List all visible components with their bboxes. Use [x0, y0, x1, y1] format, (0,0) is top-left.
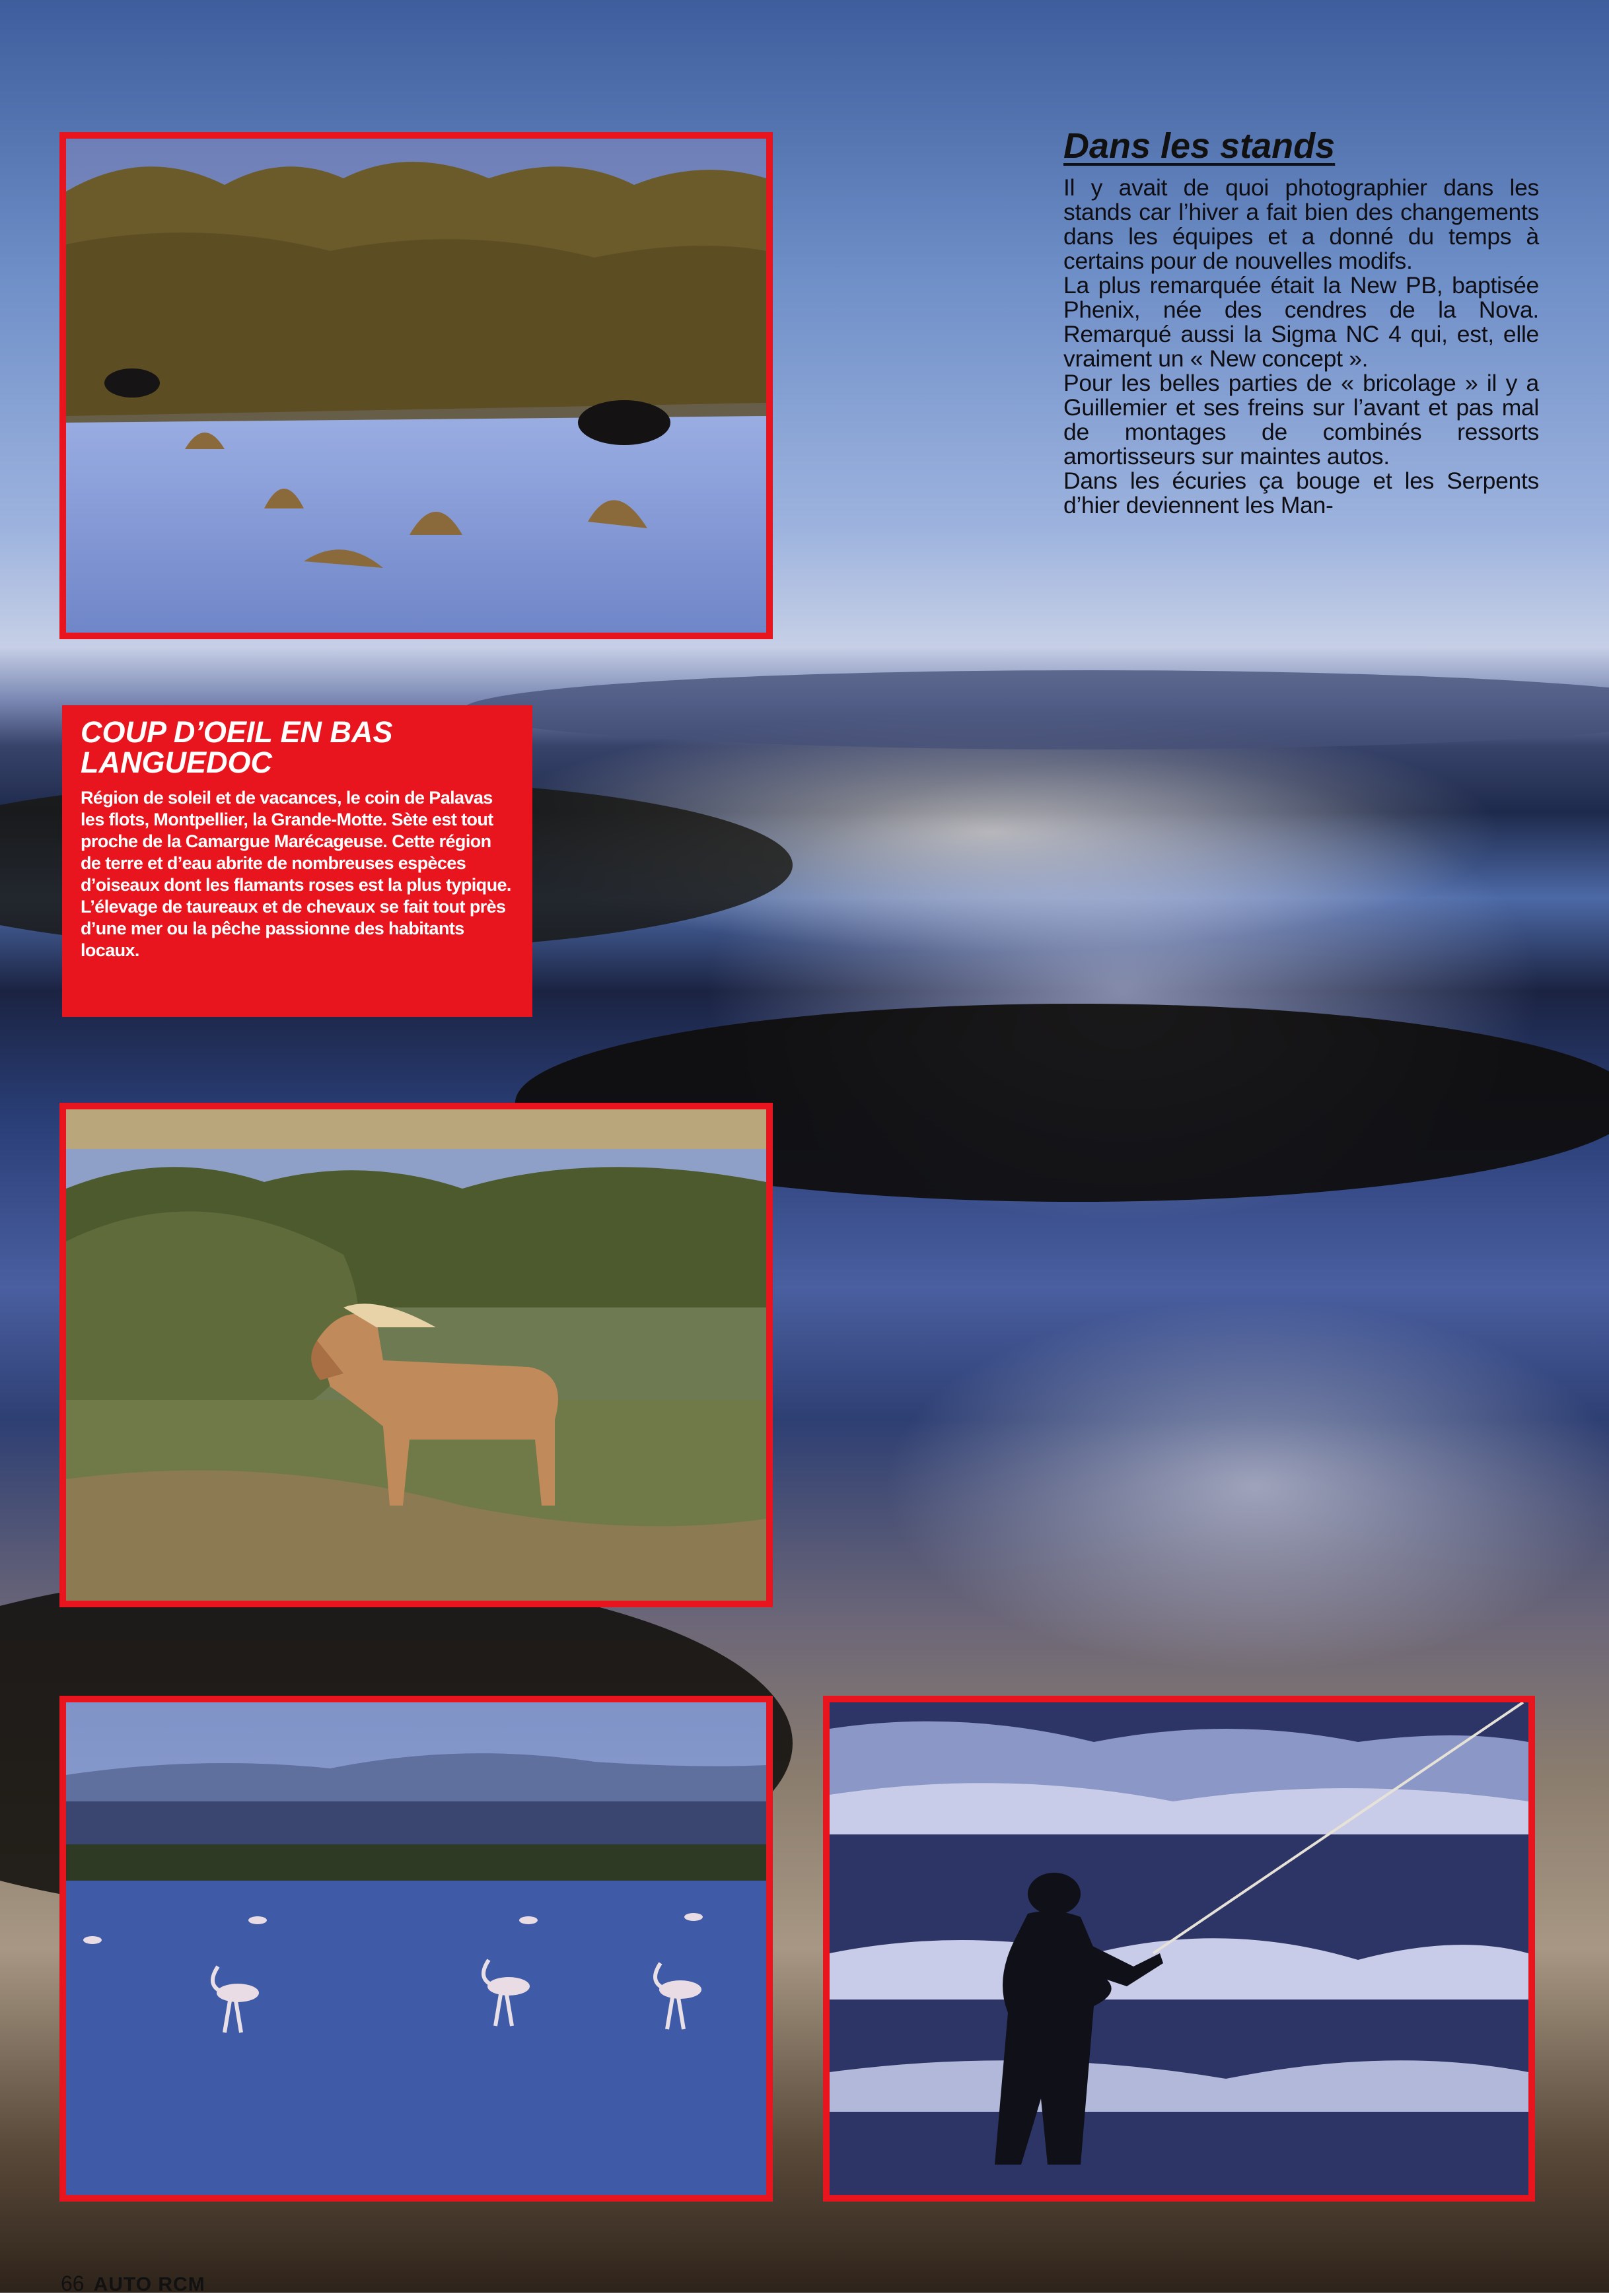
sidebar-body: Région de soleil et de vacances, le coin de Palavas les flots, Montpellier, la Grande-Motte. Sète est tout proche de la Camargue Marécageuse. Cette région de terre et d’eau abrite de nombreuses espèces d’oiseaux dont les flamants roses est la plus typique. L’élevage de taureaux et de chevaux se fait tout près d’une mer ou la pêche passionne des habitants locaux.	[81, 788, 511, 960]
article-dans-les-stands	[1063, 125, 1539, 518]
photo-bulls-marsh	[59, 132, 773, 639]
article-paragraph: Pour les belles parties de « bricolage » il y a Guillemier et ses freins sur l’avant et pas mal de montages de combinés ressorts amortisseurs sur maintes autos.	[1063, 370, 1539, 470]
article-paragraph: La plus remarquée était la New PB, baptisée Phenix, née des cendres de la Nova. Remarqué aussi la Sigma NC 4 qui, est, elle vraiment un « New concept ».	[1063, 272, 1539, 372]
article-heading: Dans les stands	[1063, 126, 1336, 166]
article-paragraph: Dans les écuries ça bouge et les Serpents d’hier deviennent les Man-	[1063, 468, 1539, 518]
article-paragraph: Il y avait de quoi photographier dans les stands car l’hiver a fait bien des changements dans les équipes et a donné du temps à certains pour de nouvelles modifs.	[1063, 174, 1539, 274]
photo-camargue-horse	[59, 1103, 773, 1607]
sidebar-box	[62, 705, 532, 1017]
photo-surf-fisherman	[823, 1696, 1535, 2202]
background-horizon-hills	[462, 670, 1609, 749]
sidebar-title: COUP D’OEIL EN BAS LANGUEDOC	[81, 715, 393, 779]
photo-flamingos	[59, 1696, 773, 2202]
page-number: 66	[61, 2272, 85, 2295]
page-folio	[61, 2272, 205, 2296]
magazine-name: AUTO RCM	[93, 2274, 205, 2295]
